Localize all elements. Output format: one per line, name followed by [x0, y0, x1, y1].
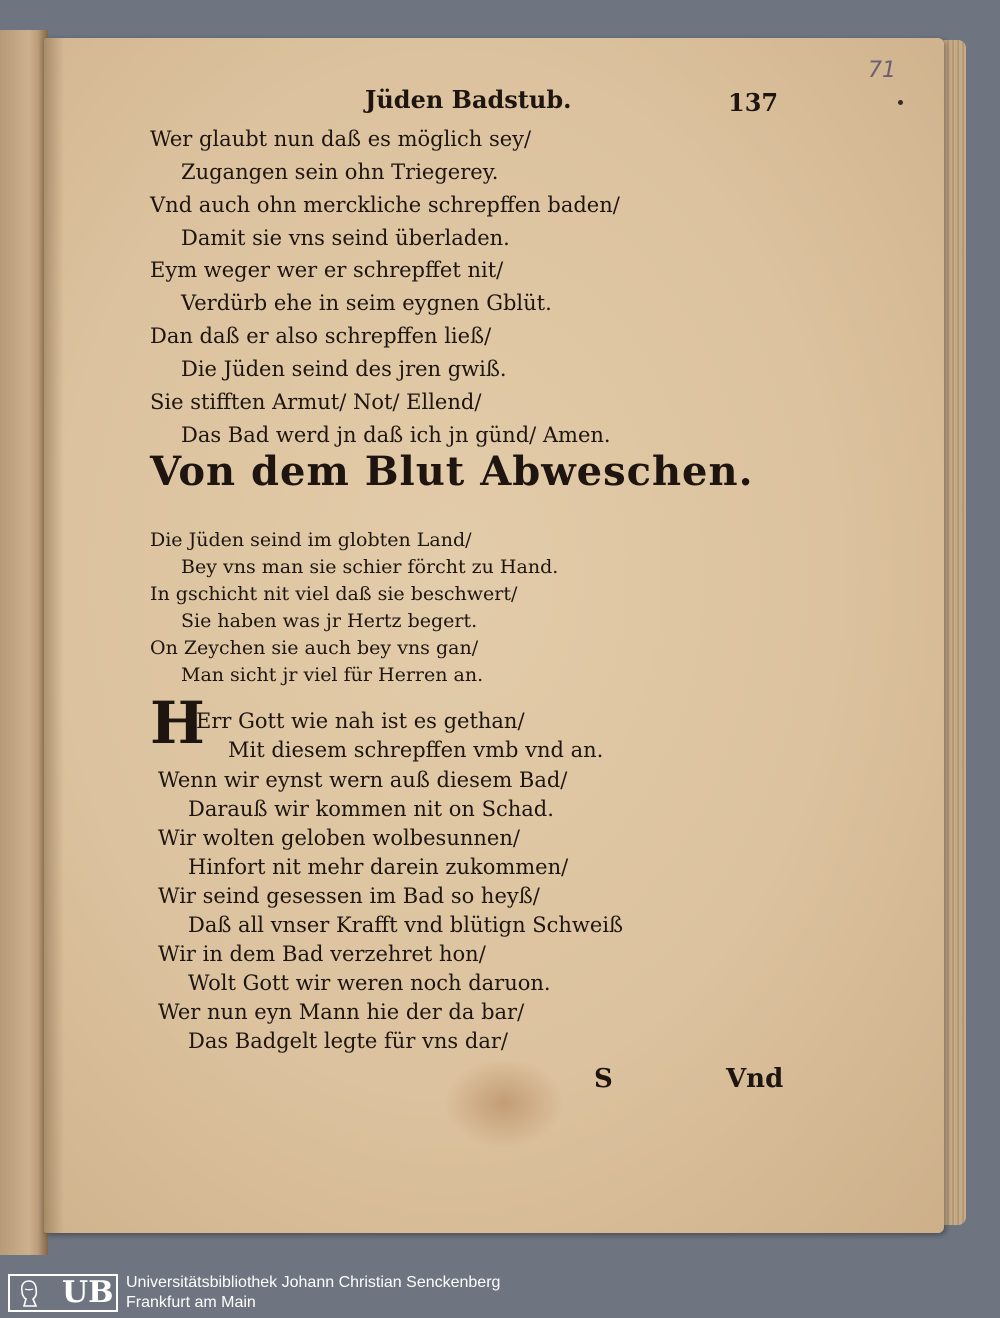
verse-line: Damit sie vns seind überladen. — [181, 226, 510, 250]
verse-line: Eym weger wer er schrepffet nit/ — [150, 258, 504, 282]
paper-stain — [444, 1058, 564, 1148]
verse-line: Sie haben was jr Hertz begert. — [181, 610, 478, 632]
verse-line: Wolt Gott wir weren noch daruon. — [188, 971, 551, 995]
decorated-initial: H — [150, 689, 205, 757]
verse-line: Zugangen sein ohn Triegerey. — [181, 160, 499, 184]
page-number: 137 — [728, 88, 779, 117]
verse-line: Hinfort nit mehr darein zukommen/ — [188, 855, 569, 879]
catchword: Vnd — [726, 1064, 784, 1094]
verse-line: Bey vns man sie schier förcht zu Hand. — [181, 556, 559, 578]
verse-line: In gschicht nit viel daß sie beschwert/ — [150, 583, 518, 605]
verse-line: Wenn wir eynst wern auß diesem Bad/ — [158, 768, 568, 792]
verse-line: Daß all vnser Krafft vnd blütign Schweiß — [188, 913, 624, 937]
verse-line: On Zeychen sie auch bey vns gan/ — [150, 637, 479, 659]
ink-dot — [898, 100, 903, 105]
verse-line: Wir seind gesessen im Bad so heyß/ — [158, 884, 540, 908]
verse-line: Wir in dem Bad verzehret hon/ — [158, 942, 486, 966]
institution-name: Universitätsbibliothek Johann Christian Senckenberg — [126, 1274, 501, 1291]
library-footer — [0, 1268, 1000, 1318]
verse-line: Das Bad werd jn daß ich jn günd/ Amen. — [181, 423, 611, 447]
verse-line: Wir wolten geloben wolbesunnen/ — [158, 826, 520, 850]
verse-line: Das Badgelt legte für vns dar/ — [188, 1029, 508, 1053]
verse-line: Die Jüden seind des jren gwiß. — [181, 357, 507, 381]
verse-line: Verdürb ehe in seim eygnen Gblüt. — [181, 291, 552, 315]
handwritten-folio-note: 71 — [868, 58, 896, 83]
verse-line: Man sicht jr viel für Herren an. — [181, 664, 484, 686]
verse-line: Wer glaubt nun daß es möglich sey/ — [150, 127, 532, 151]
verse-line: Vnd auch ohn merckliche schrepffen baden/ — [150, 193, 620, 217]
verse-line: Die Jüden seind im globten Land/ — [150, 529, 472, 551]
institution-city: Frankfurt am Main — [126, 1294, 256, 1311]
left-page-edge — [0, 30, 48, 1255]
verse-line: Dan daß er also schrepffen ließ/ — [150, 324, 492, 348]
signature-mark: S — [594, 1064, 613, 1094]
page-gutter-shadow — [44, 38, 64, 1233]
logo-text: UB — [62, 1275, 114, 1310]
verse-line: Mit diesem schrepffen vmb vnd an. — [228, 738, 604, 762]
verse-line: Err Gott wie nah ist es gethan/ — [196, 709, 525, 733]
verse-line: Wer nun eyn Mann hie der da bar/ — [158, 1000, 525, 1024]
portrait-icon — [14, 1278, 44, 1308]
section-heading: Von dem Blut Abweschen. — [150, 448, 754, 495]
book-page — [44, 38, 944, 1233]
verse-line: Sie stifften Armut/ Not/ Ellend/ — [150, 390, 482, 414]
library-logo[interactable] — [8, 1274, 118, 1312]
running-header: Jüden Badstub. — [365, 85, 572, 114]
verse-line: Darauß wir kommen nit on Schad. — [188, 797, 554, 821]
